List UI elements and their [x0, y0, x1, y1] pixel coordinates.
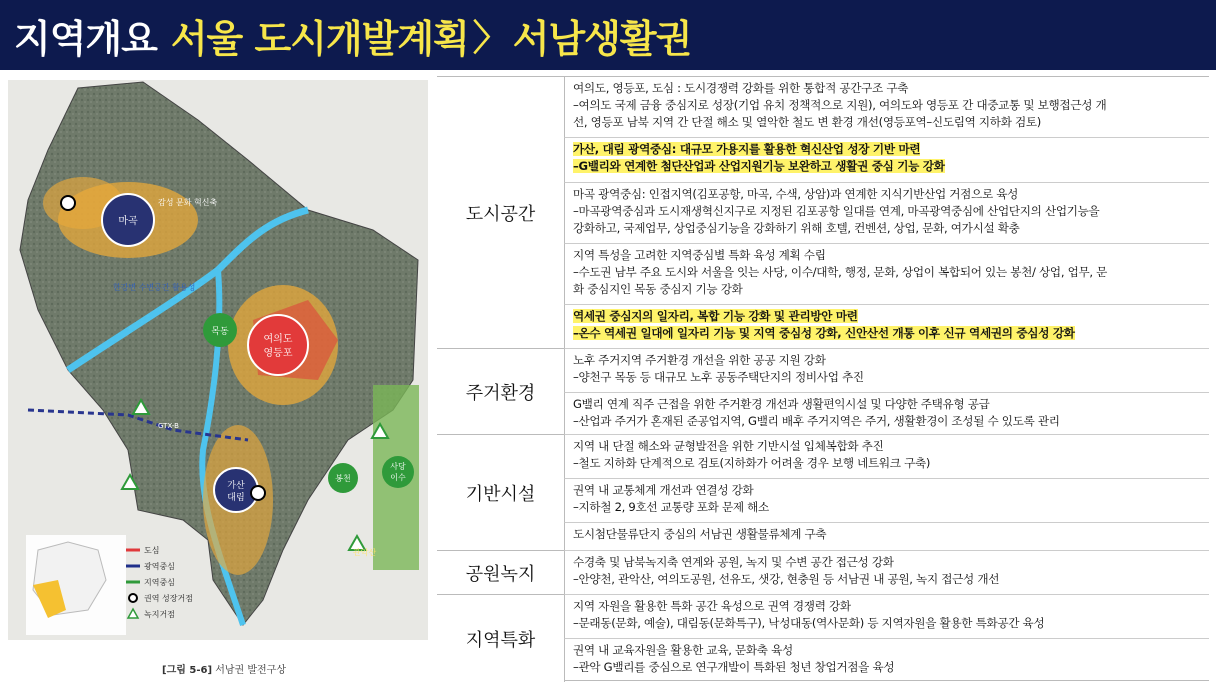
map-label-gwanak: 관악산 — [353, 548, 377, 557]
development-map — [8, 80, 428, 640]
svg-text:여의도: 여의도 — [263, 334, 293, 345]
table-row: 지역 자원을 활용한 특화 공간 육성으로 권역 경쟁력 강화 –문래동(문화, 예술), 대림동(문화특구), 낙성대동(역사문화) 등 지역자원을 활용한 특화공간 육성 — [564, 595, 1209, 639]
svg-text:대림: 대림 — [227, 493, 245, 503]
table-row-highlight: 가산, 대림 광역중심: 대규모 가용지를 활용한 혁신산업 성장 기반 마련 –G밸리와 연계한 첨단산업과 산업지원기능 보완하고 생활권 중심 기능 강화 — [564, 138, 1209, 183]
table-row: 마곡 광역중심: 인접지역(김포공항, 마곡, 수색, 상암)과 연계한 지식기반산업 거점으로 육성 –마곡광역중심과 도시재생혁신지구로 지정된 김포공항 일대를 연계, 마곡광역중심에 산업단지의 산업기능을 강화하고, 국제업무, 상업중심기능을 강화하기 위해 호텔, 컨벤션, 상업, 문화, 여가시설 확충 — [564, 183, 1209, 244]
map-caption — [162, 661, 286, 676]
title-plan: 서울 도시개발계획 — [170, 16, 469, 61]
table-row: 수경축 및 남북녹지축 연계와 공원, 녹지 및 수변 공간 접근성 강화 –안양천, 관악산, 여의도공원, 선유도, 샛강, 현충원 등 서남권 내 공원, 녹지 접근성 개선 — [564, 551, 1209, 595]
plan-table — [437, 76, 1209, 681]
table-row-highlight: 역세권 중심지의 일자리, 복합 기능 강화 및 관리방안 마련 –온수 역세권 일대에 일자리 기능 및 지역 중심성 강화, 신안산선 개통 이후 신규 역세권의 중심성 강화 — [564, 305, 1209, 349]
map-label-magok: 마곡 — [118, 216, 138, 227]
legend-growth-hub: 권역 성장거점 — [144, 594, 193, 603]
category-housing: 주거환경 — [437, 349, 564, 435]
table-row: 도시첨단물류단지 중심의 서남권 생활물류체계 구축 — [564, 523, 1209, 551]
map-label-bongcheon: 봉천 — [335, 474, 351, 483]
title-region: 지역개요 — [14, 16, 157, 61]
figure-number: [그림 5-6] — [162, 665, 213, 676]
category-parks: 공원녹지 — [437, 551, 564, 595]
legend-green-hub: 녹지거점 — [144, 610, 175, 619]
category-urban-space: 도시공간 — [437, 77, 564, 349]
map-graphic — [8, 80, 428, 640]
table-row: G밸리 연계 직주 근접을 위한 주거환경 개선과 생활편익시설 및 다양한 주택유형 공급 –산업과 주거가 혼재된 준공업지역, G밸리 배후 주거지역은 주거, 생활환경이 조성될 수 있도록 관리 — [564, 393, 1209, 435]
svg-text:가산: 가산 — [227, 481, 245, 491]
map-label-hangang: 한강변 수변공간 활용성 — [113, 283, 196, 292]
title-subregion: 서남생활권 — [512, 16, 692, 61]
map-label-gtxb: GTX-B — [158, 422, 179, 430]
category-regional-specialty: 지역특화 — [437, 595, 564, 682]
table-row: 권역 내 교육자원을 활용한 교육, 문화축 육성 –관악 G밸리를 중심으로 연구개발이 특화된 청년 창업거점을 육성 — [564, 639, 1209, 682]
legend-downtown: 도심 — [144, 546, 160, 555]
table-row: 지역 특성을 고려한 지역중심별 특화 육성 계획 수립 –수도권 남부 주요 도시와 서울을 잇는 사당, 이수/대학, 행정, 문화, 상업이 복합되어 있는 봉천/ 상업, 업무, 문 화 중심지인 목동 중심지 기능 강화 — [564, 244, 1209, 305]
legend-regional-center: 광역중심 — [144, 562, 175, 571]
chevron-separator: 〉 — [472, 17, 509, 59]
legend-local-center: 지역중심 — [144, 578, 175, 587]
svg-text:사당: 사당 — [390, 462, 406, 471]
category-infrastructure: 기반시설 — [437, 435, 564, 551]
map-label-axis: 감성 문화 혁신축 — [158, 198, 218, 207]
title-bar — [0, 0, 1216, 70]
table-row: 권역 내 교통체계 개선과 연결성 강화 –지하철 2, 9호선 교통량 포화 문제 해소 — [564, 479, 1209, 523]
table-row: 지역 내 단절 해소와 균형발전을 위한 기반시설 입체복합화 추진 –철도 지하화 단계적으로 검토(지하화가 어려울 경우 보행 네트워크 구축) — [564, 435, 1209, 479]
figure-title: 서남권 발전구상 — [215, 665, 287, 676]
map-label-mokdong: 목동 — [211, 327, 229, 337]
svg-text:이수: 이수 — [390, 473, 406, 482]
svg-text:영등포: 영등포 — [263, 348, 293, 359]
table-row: 노후 주거지역 주거환경 개선을 위한 공공 지원 강화 –양천구 목동 등 대규모 노후 공동주택단지의 정비사업 추진 — [564, 349, 1209, 393]
table-row: 여의도, 영등포, 도심 : 도시경쟁력 강화를 위한 통합적 공간구조 구축 –여의도 국제 금융 중심지로 성장(기업 유치 정책적으로 지원), 여의도와 영등포 간 대중교통 및 보행접근성 개 선, 영등포 남북 지역 간 단절 해소 및 열악한 철도 변 환경 개선(영등포역–신도림역 지하화 검토) — [564, 77, 1209, 138]
